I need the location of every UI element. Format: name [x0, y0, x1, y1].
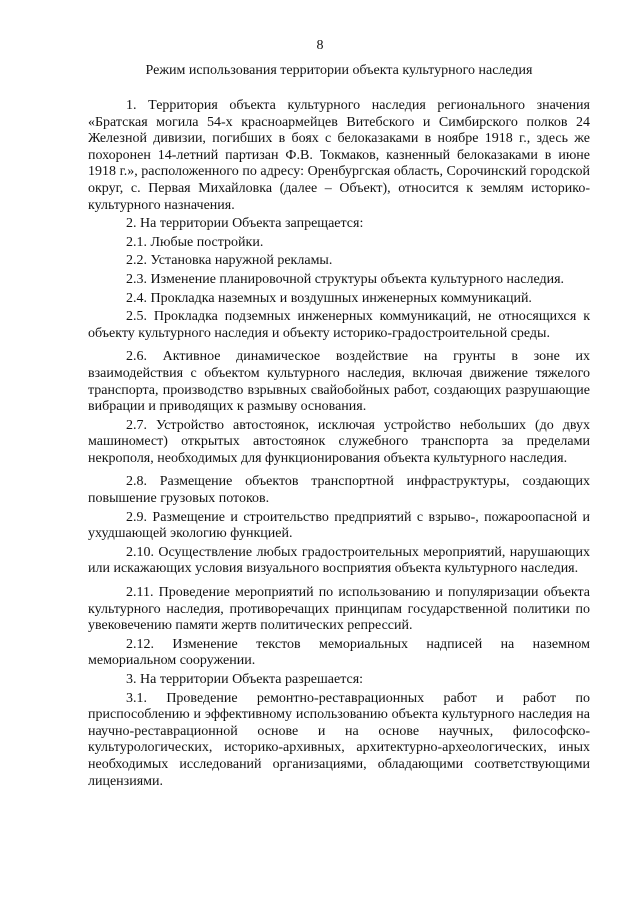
document-body: [88, 98, 590, 790]
paragraph-3-1: 3.1. Проведение ремонтно-реставрационных работ и работ по приспособлению и эффективному использованию объекта культурного наследия на научно-реставрационной основе и на основе научных, философско-культурологических, историко-архивных, архитектурно-археологических, иных необходимых исследований организациями, обладающими соответствующими лицензиями.: [88, 690, 590, 789]
paragraph-2-6: 2.6. Активное динамическое воздействие на грунты в зоне их взаимодействия с объектом культурного наследия, включая движение тяжелого транспорта, производство взрывных свайобойных работ, создающих разрушающие вибрации и приводящих к размыву основания.: [88, 349, 590, 415]
paragraph-2-7: 2.7. Устройство автостоянок, исключая устройство небольших (до двух машиномест) открытых автостоянок служебного транспорта за пределами некрополя, необходимых для функционирования объекта культурного наследия.: [88, 417, 590, 466]
page-number: 8: [316, 38, 324, 53]
paragraph-2-12: 2.12. Изменение текстов мемориальных надписей на наземном мемориальном сооружении.: [88, 636, 590, 669]
paragraph-2-8: 2.8. Размещение объектов транспортной инфраструктуры, создающих повышение грузовых потоков.: [88, 474, 590, 507]
paragraph-1: 1. Территория объекта культурного наследия регионального значения «Братская могила 54-х красноармейцев Витебского и Симбирского полков 24 Железной дивизии, погибших в боях с белоказаками в ноябре 1918 г., здесь же похоронен 14-летний партизан Ф.В. Токмаков, казненный белоказаками в июне 1918 г.», расположенного по адресу: Оренбургская область, Сорочинский городской округ, с. Первая Михайловка (далее – Объект), относится к землям историко-культурного назначения.: [88, 98, 590, 213]
paragraph-2-3: 2.3. Изменение планировочной структуры объекта культурного наследия.: [126, 271, 565, 287]
paragraph-2: 2. На территории Объекта запрещается:: [126, 216, 364, 232]
paragraph-2-2: 2.2. Установка наружной рекламы.: [126, 253, 333, 269]
paragraph-2-5: 2.5. Прокладка подземных инженерных коммуникаций, не относящихся к объекту культурного наследия и объекту историко-градостроительной среды.: [88, 309, 590, 341]
paragraph-2-10: 2.10. Осуществление любых градостроительных мероприятий, нарушающих или искажающих условия визуального восприятия объекта культурного наследия.: [88, 544, 590, 577]
page-title: Режим использования территории объекта культурного наследия: [145, 63, 533, 78]
paragraph-2-9: 2.9. Размещение и строительство предприятий с взрыво-, пожароопасной и ухудшающей экологию функцией.: [88, 509, 590, 542]
paragraph-2-1: 2.1. Любые постройки.: [126, 234, 264, 250]
paragraph-3: 3. На территории Объекта разрешается:: [126, 672, 364, 687]
paragraph-2-4: 2.4. Прокладка наземных и воздушных инженерных коммуникаций.: [126, 290, 532, 306]
paragraph-2-11: 2.11. Проведение мероприятий по использованию и популяризации объекта культурного наследия, противоречащих принципам государственной политики по увековечению памяти жертв политических репрессий.: [88, 585, 590, 634]
